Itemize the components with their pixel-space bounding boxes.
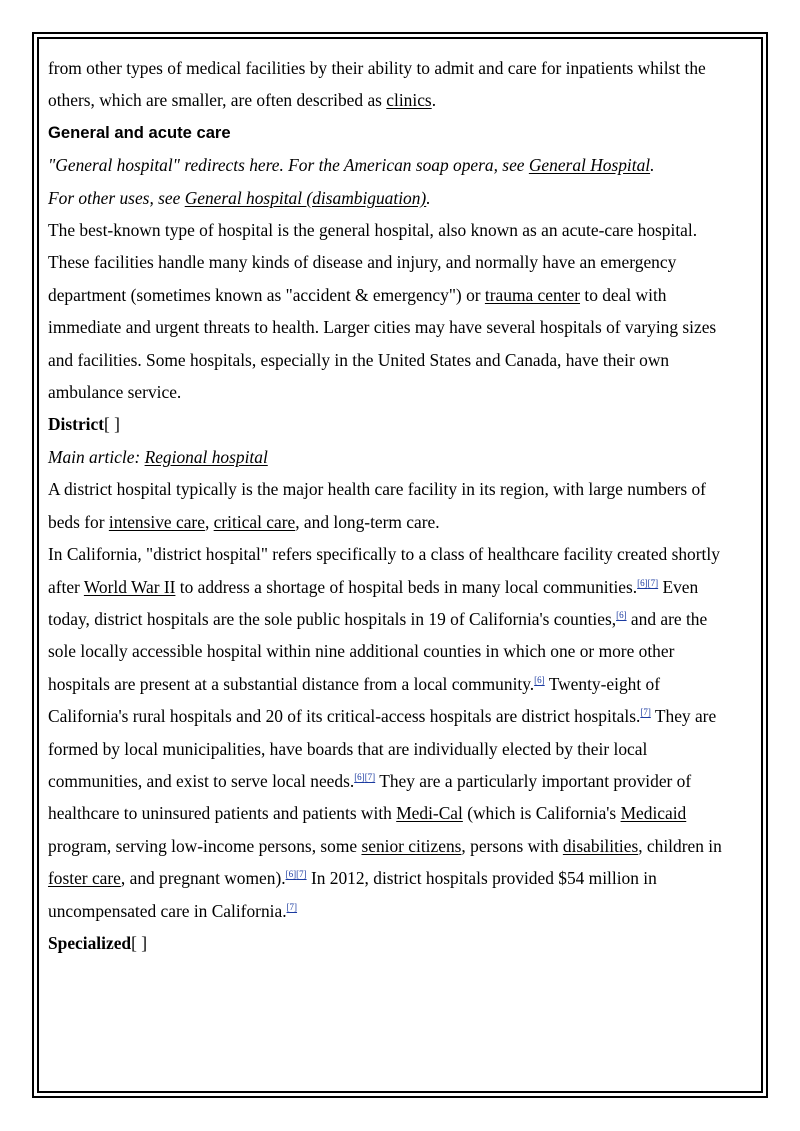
link-senior-citizens[interactable]: senior citizens — [361, 835, 462, 856]
link-disabilities[interactable]: disabilities — [562, 835, 639, 856]
link-clinics[interactable]: clinics — [386, 90, 432, 111]
link-medi-cal[interactable]: Medi-Cal — [396, 803, 463, 824]
district-paragraph-1: A district hospital typically is the major health care facility in its region, with large numbers of beds for intensive care, critical care, and long-term care. — [48, 479, 706, 532]
edit-section-district[interactable]: [ ] — [104, 414, 120, 435]
ref-6[interactable]: [6] — [637, 577, 648, 588]
link-intensive-care[interactable]: intensive care — [108, 511, 205, 532]
link-world-war-ii[interactable]: World War II — [83, 576, 176, 597]
general-paragraph: The best-known type of hospital is the general hospital, also known as an acute-care hospital. These facilities handle many kinds of disease and injury, and normally have an emergency department (sometimes known as "accident & emergency") or trauma center to deal with immediate and urgent threats to health. Larger cities may have several hospitals of varying sizes and facilities. Some hospitals, especially in the United States and Canada, have their own ambulance service. — [48, 220, 717, 403]
link-general-hospital[interactable]: General Hospital — [528, 155, 651, 176]
link-trauma-center[interactable]: trauma center — [484, 284, 581, 305]
link-medicaid[interactable]: Medicaid — [620, 803, 687, 824]
heading-district: District[ ] — [48, 414, 120, 435]
ref-7[interactable]: [7] — [647, 577, 659, 588]
document-content — [48, 52, 738, 959]
district-paragraph-2: In California, "district hospital" refers specifically to a class of healthcare facility created shortly after World War II to address a shortage of hospital beds in many local communities.[6][7] Even today, district hospitals are the sole public hospitals in 19 of California's counties,[6] and are the sole locally accessible hospital within nine additional counties in which one or more other hospitals are present at a substantial distance from a local community.[6] Twenty-eight of California's rural hospitals and 20 of its critical-access hospitals are district hospitals.[7] They are formed by local municipalities, have boards that are individually elected by their local communities, and exist to serve local needs.[6][7] They are a particularly important provider of healthcare to uninsured patients and patients with Medi-Cal (which is California's Medicaid program, serving low-income persons, some senior citizens, persons with disabilities, children in foster care, and pregnant women).[6][7] In 2012, district hospitals provided $54 million in uncompensated care in California.[7] — [48, 544, 722, 921]
ref-7[interactable]: [7] — [364, 771, 376, 782]
ref-6[interactable]: [6] — [534, 674, 545, 685]
ref-6[interactable]: [6] — [616, 609, 627, 620]
link-general-hospital-disambiguation[interactable]: General hospital (disambiguation) — [184, 187, 427, 208]
intro-paragraph: from other types of medical facilities by their ability to admit and care for inpatients whilst the others, which are smaller, are often described as clinics. — [48, 58, 706, 111]
hatnote-general-hospital: "General hospital" redirects here. For the American soap opera, see General Hospital. For other uses, see General hospital (disambiguation). — [48, 155, 655, 208]
ref-7[interactable]: [7] — [640, 707, 651, 718]
edit-section-specialized[interactable]: [ ] — [131, 932, 148, 953]
ref-6[interactable]: [6] — [285, 869, 297, 880]
heading-specialized: Specialized[ ] — [48, 932, 148, 953]
link-regional-hospital[interactable]: Regional hospital — [144, 446, 268, 467]
heading-general-acute-care: General and acute care — [48, 122, 231, 142]
hatnote-district: Main article: Regional hospital — [48, 446, 268, 467]
ref-7[interactable]: [7] — [296, 869, 307, 880]
link-foster-care[interactable]: foster care — [48, 868, 121, 889]
ref-7[interactable]: [7] — [286, 901, 298, 912]
link-critical-care[interactable]: critical care — [213, 511, 296, 532]
ref-6[interactable]: [6] — [354, 771, 365, 782]
